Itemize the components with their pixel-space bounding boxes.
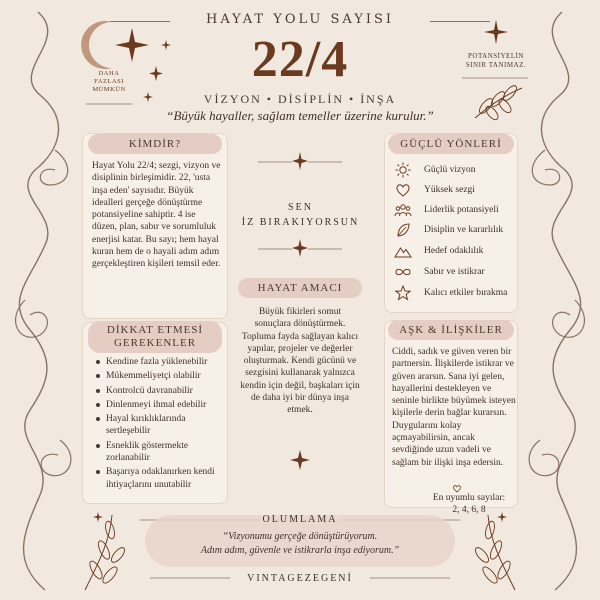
strength-label: Kalıcı etkiler bırakma <box>424 288 508 298</box>
affirmation-title: OLUMLAMA <box>262 514 338 525</box>
list-item: Kendine fazla yüklenebilir <box>96 356 224 368</box>
heart-icon <box>394 182 412 198</box>
strength-item <box>394 182 544 198</box>
list-item: Esneklik göstermekte zorlanabilir <box>96 440 224 465</box>
left-note <box>84 70 134 94</box>
list-item: Dinlenmeyi ihmal edebilir <box>96 399 224 411</box>
list-item: Kontrolcü davranabilir <box>96 385 224 397</box>
infinity-icon <box>394 264 412 280</box>
compatible-values: 2, 4, 6, 8 <box>452 505 486 515</box>
right-note <box>456 52 536 70</box>
left-note-line: DAHA <box>98 70 120 77</box>
strength-item <box>394 222 544 238</box>
right-note-line: POTANSİYELİN <box>468 52 524 60</box>
mountain-icon <box>394 243 412 259</box>
sun-icon <box>394 162 412 178</box>
sen-line: İZ BIRAKIYORSUN <box>241 217 360 228</box>
attention-title-line: GEREKENLER <box>113 337 197 349</box>
attention-list-wrapper <box>96 356 224 493</box>
affirmation-line: “Vizyonumu gerçeğe dönüştürüyorum. <box>222 531 378 542</box>
strengths-title: GÜÇLÜ YÖNLERİ <box>388 134 514 154</box>
list-item: Mükemmeliyetçi olabilir <box>96 370 224 382</box>
kimdir-text: Hayat Yolu 22/4; sezgi, vizyon ve disiplinin birleşimidir. 22, 'usta inşa eden' sayısıdır. Büyük idealleri gerçeğe dönüştürme potansiyeline sahiptir. 4 ise düzen, plan, sabır ve sorumluluk enerjisi katar. Bu sayı; hem hayal kuran hem de o hayali adım adım gerçekleştiren kişileri temsil eder. <box>92 161 221 270</box>
affirmation-line: Adım adım, güvenle ve istikrarla inşa ediyorum.” <box>200 545 400 556</box>
right-note-line: SINIR TANIMAZ. <box>465 61 527 69</box>
strength-item <box>394 243 544 259</box>
strength-label: Yüksek sezgi <box>424 185 475 195</box>
strength-label: Disiplin ve kararlılık <box>424 225 504 235</box>
life-path-number: 22/4 <box>251 31 349 88</box>
header-quote: “Büyük hayaller, sağlam temeller üzerine kurulur.” <box>166 108 434 123</box>
strength-item <box>394 264 544 280</box>
strength-label: Güçlü vizyon <box>424 165 476 175</box>
sen-block <box>228 200 373 230</box>
strength-label: Hedef odaklılık <box>424 246 484 256</box>
love-text: Ciddi, sadık ve güven veren bir partnersin. İlişkilerde istikrar ve güven ararsın. Sana iyi gelen, hayallerini destekleyen ve seninle birlikte büyümek isteyen kişilerle derin bağlar kurarsın. Duygularını kolay açmayabilirsin, ancak sevdiğinde uzun vadeli ve sağlam bir ilişki inşa edersin. <box>392 347 516 468</box>
compatible-label: En uyumlu sayılar: <box>432 493 506 503</box>
affirmation-text <box>160 530 440 558</box>
leaf-icon <box>394 222 412 238</box>
page-title: HAYAT YOLU SAYISI <box>205 12 395 27</box>
header-rule-left <box>110 21 170 22</box>
left-note-line: FAZLASI <box>94 78 124 85</box>
love-title: AŞK & İLİŞKİLER <box>388 320 514 340</box>
list-item: Başarıya odaklanırken kendi ihtiyaçlarını unutabilir <box>96 466 224 491</box>
strength-item <box>394 285 544 301</box>
sen-line: SEN <box>288 202 313 213</box>
strength-item <box>394 202 544 218</box>
strength-label: Sabır ve istikrar <box>424 267 485 277</box>
header-rule-right <box>430 21 490 22</box>
footer-brand: VINTAGEZEGENİ <box>247 573 353 584</box>
people-icon <box>394 202 412 218</box>
attention-title <box>88 321 222 353</box>
list-item: Hayal kırıklıklarında sertleşebilir <box>96 413 224 438</box>
purpose-text: Büyük fikirleri somut sonuçlara dönüştürmek. Topluma fayda sağlayan kalıcı yapılar, projeler ve değerler oluşturmak. Kendi gücünü ve sezgisini kullanarak yalnızca kendin için değil, başkaları için de daha iyi bir dünya inşa etmek. <box>240 307 360 416</box>
left-note-line: MÜMKÜN <box>92 86 126 93</box>
kimdir-title: KİMDİR? <box>88 134 222 154</box>
keywords-line: VİZYON • DİSİPLİN • İNŞA <box>203 92 397 106</box>
strength-item <box>394 162 544 178</box>
attention-list <box>96 356 224 491</box>
compatible-numbers <box>394 492 544 516</box>
star-icon <box>394 285 412 301</box>
purpose-title: HAYAT AMACI <box>238 278 362 298</box>
strength-label: Liderlik potansiyeli <box>424 205 499 215</box>
attention-title-line: DİKKAT ETMESİ <box>106 324 204 336</box>
